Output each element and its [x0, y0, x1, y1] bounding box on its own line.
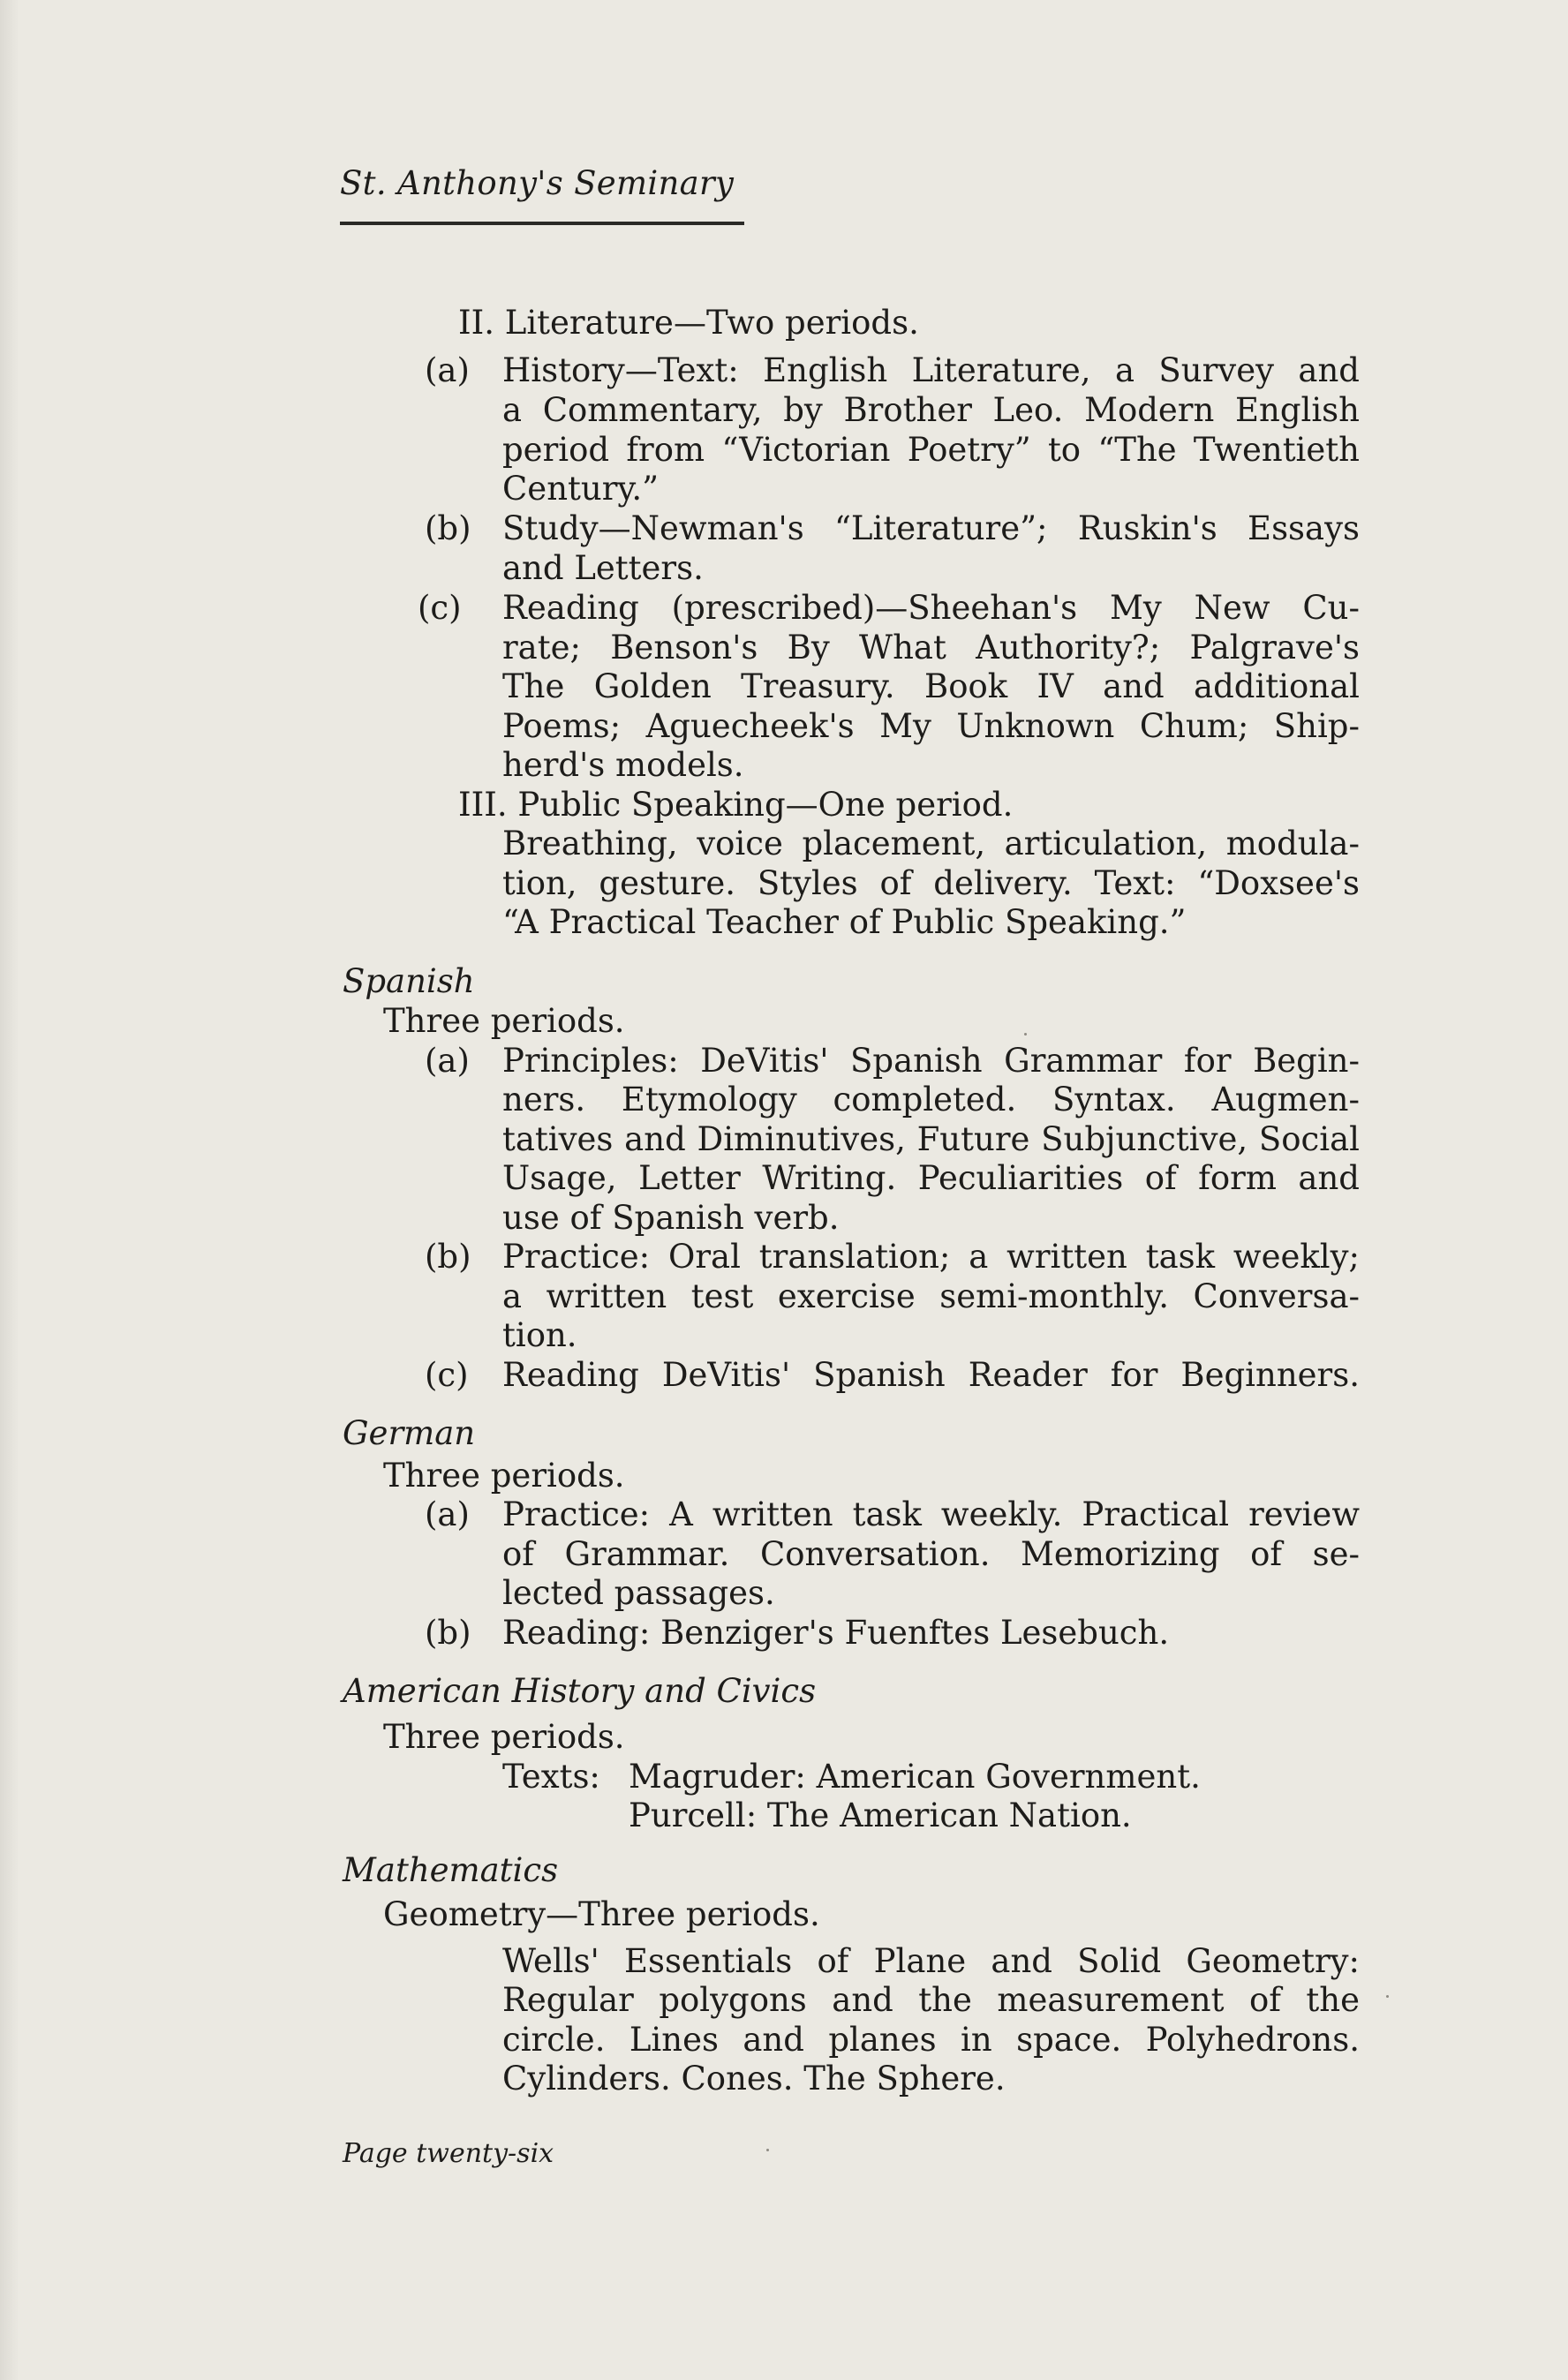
literature-item-b-label: (b): [425, 509, 471, 547]
public-speaking-line: “A Practical Teacher of Public Speaking.”: [502, 903, 1187, 941]
paper-speck: [1386, 1995, 1389, 1998]
literature-item-a-line: period from “Victorian Poetry” to “The Twentieth: [502, 431, 1360, 469]
german-item-a-line: lected passages.: [502, 1574, 775, 1612]
mathematics-line: Wells' Essentials of Plane and Solid Geometry:: [502, 1942, 1360, 1980]
spanish-item-a-line: Usage, Letter Writing. Peculiarities of form and: [502, 1159, 1360, 1197]
history-periods: Three periods.: [383, 1718, 625, 1756]
section-title-spanish: Spanish: [343, 962, 475, 1000]
history-texts-label: Texts:: [502, 1758, 600, 1796]
spanish-item-c-line: Reading DeVitis' Spanish Reader for Beginners.: [502, 1356, 1360, 1394]
literature-item-b-line: Study—Newman's “Literature”; Ruskin's Essays: [502, 509, 1360, 547]
german-item-a-label: (a): [425, 1495, 470, 1533]
mathematics-periods: Geometry—Three periods.: [383, 1895, 820, 1933]
public-speaking-heading: III. Public Speaking—One period.: [458, 786, 1014, 824]
german-item-b-label: (b): [425, 1614, 471, 1652]
spanish-item-b-line: Practice: Oral translation; a written task weekly;: [502, 1238, 1360, 1276]
spanish-item-b-label: (b): [425, 1238, 471, 1276]
public-speaking-line: tion, gesture. Styles of delivery. Text: “Doxsee's: [502, 864, 1360, 902]
section-title-american-history: American History and Civics: [343, 1672, 817, 1710]
literature-item-c-line: The Golden Treasury. Book IV and additional: [502, 667, 1360, 705]
spanish-item-a-line: ners. Etymology completed. Syntax. Augmen-: [502, 1081, 1360, 1118]
german-item-a-line: of Grammar. Conversation. Memorizing of se-: [502, 1535, 1360, 1573]
literature-item-c-line: herd's models.: [502, 746, 744, 784]
literature-item-a-label: (a): [425, 351, 470, 389]
spanish-item-a-label: (a): [425, 1042, 470, 1080]
page-number-footer: Page twenty-six: [343, 2138, 554, 2169]
history-text-entry: Magruder: American Government.: [629, 1758, 1201, 1796]
public-speaking-line: Breathing, voice placement, articulation, modula-: [502, 825, 1360, 862]
literature-item-a-line: Century.”: [502, 470, 660, 508]
running-header: St. Anthony's Seminary: [340, 164, 735, 202]
spanish-item-a-line: use of Spanish verb.: [502, 1199, 840, 1237]
spanish-item-c-label: (c): [425, 1356, 469, 1394]
literature-item-c-line: rate; Benson's By What Authority?; Palgrave's: [502, 629, 1360, 667]
mathematics-line: Cylinders. Cones. The Sphere.: [502, 2060, 1006, 2098]
literature-item-a-line: History—Text: English Literature, a Survey and: [502, 351, 1360, 389]
mathematics-line: Regular polygons and the measurement of the: [502, 1981, 1360, 2019]
german-item-b-line: Reading: Benziger's Fuenftes Lesebuch.: [502, 1614, 1170, 1652]
literature-item-c-label: (c): [418, 589, 462, 627]
literature-item-b-line: and Letters.: [502, 549, 704, 587]
paper-speck: [1024, 1033, 1027, 1036]
mathematics-line: circle. Lines and planes in space. Polyhedrons.: [502, 2021, 1360, 2059]
german-item-a-line: Practice: A written task weekly. Practical review: [502, 1495, 1360, 1533]
spanish-item-b-line: tion.: [502, 1316, 577, 1354]
history-text-entry: Purcell: The American Nation.: [629, 1796, 1132, 1834]
literature-item-c-line: Poems; Aguecheek's My Unknown Chum; Ship-: [502, 707, 1360, 745]
spanish-periods: Three periods.: [383, 1002, 625, 1040]
spanish-item-a-line: Principles: DeVitis' Spanish Grammar for Begin-: [502, 1042, 1360, 1080]
german-periods: Three periods.: [383, 1457, 625, 1495]
spanish-item-a-line: tatives and Diminutives, Future Subjunctive, Social: [502, 1120, 1360, 1158]
section-title-german: German: [343, 1414, 476, 1452]
spanish-item-b-line: a written test exercise semi-monthly. Conversa-: [502, 1277, 1360, 1315]
literature-item-a-line: a Commentary, by Brother Leo. Modern English: [502, 391, 1360, 429]
literature-item-c-line: Reading (prescribed)—Sheehan's My New Cu-: [502, 589, 1360, 627]
paper-speck: [766, 2149, 769, 2151]
literature-heading: II. Literature—Two periods.: [458, 304, 919, 342]
section-title-mathematics: Mathematics: [343, 1851, 559, 1889]
